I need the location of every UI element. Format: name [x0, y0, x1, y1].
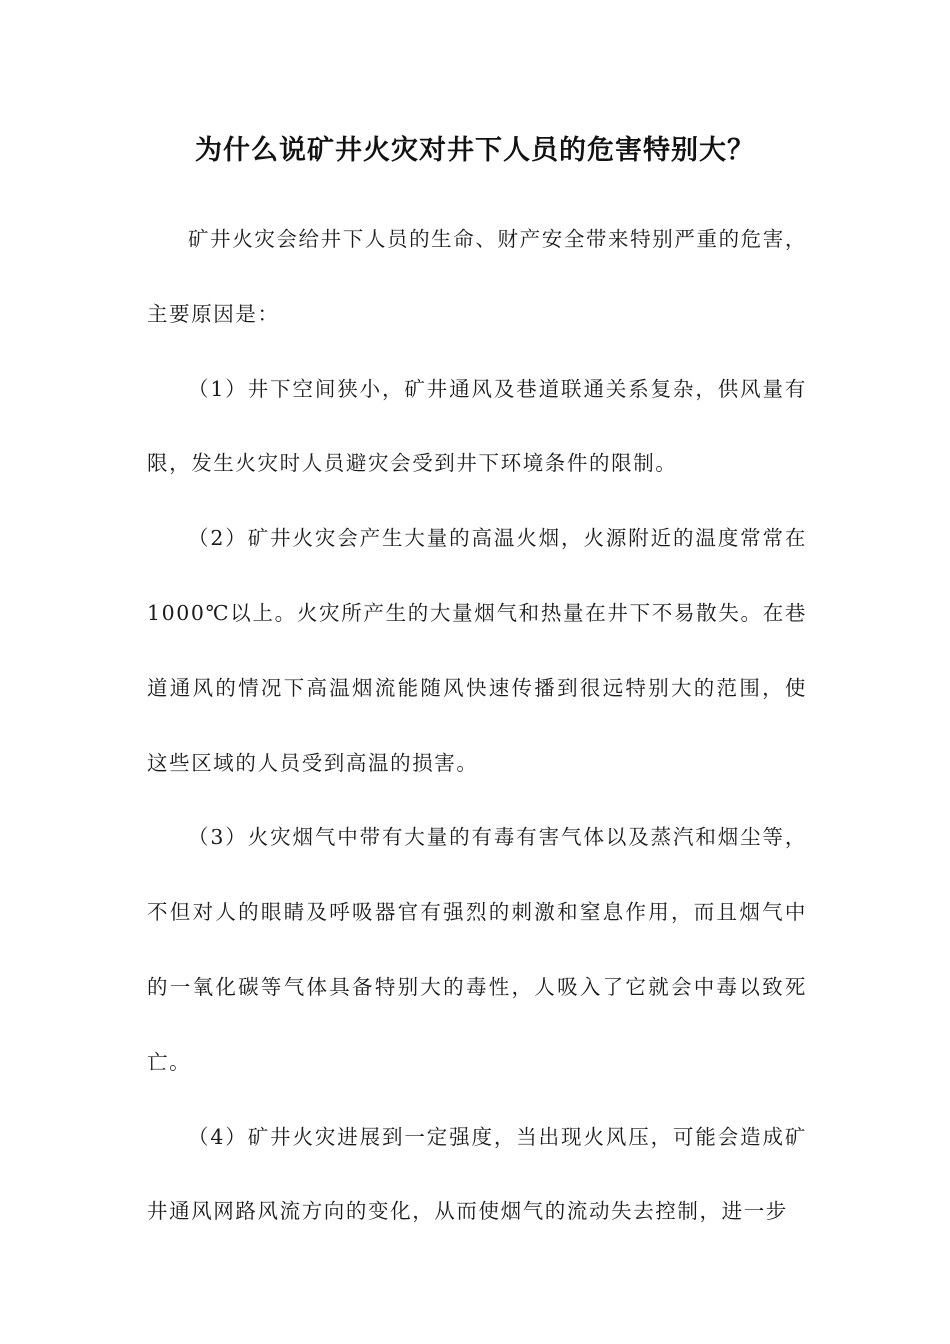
paragraph-reason-3: （3）火灾烟气中带有大量的有毒有害气体以及蒸汽和烟尘等，不但对人的眼睛及呼吸器官有强烈的刺激和窒息作用，而且烟气中的一氧化碳等气体具备特别大的毒性，人吸入了它就会中毒以致死亡。	[147, 825, 807, 1074]
paragraph-reason-1: （1）井下空间狭小，矿井通风及巷道联通关系复杂，供风量有限，发生火灾时人员避灾会受到井下环境条件的限制。	[147, 376, 807, 476]
paragraph-reason-4: （4）矿井火灾进展到一定强度，当出现火风压，可能会造成矿井通风网路风流方向的变化，从而使烟气的流动失去控制，进一步	[147, 1124, 807, 1224]
page-title: 为什么说矿井火灾对井下人员的危害特别大？	[195, 135, 755, 166]
document-body	[147, 202, 807, 1249]
paragraph-reason-2: （2）矿井火灾会产生大量的高温火烟，火源附近的温度常常在1000℃以上。火灾所产生的大量烟气和热量在井下不易散失。在巷道通风的情况下高温烟流能随风快速传播到很远特别大的范围，使这些区域的人员受到高温的损害。	[147, 526, 807, 775]
paragraph-intro: 矿井火灾会给井下人员的生命、财产安全带来特别严重的危害，主要原因是：	[147, 227, 807, 326]
